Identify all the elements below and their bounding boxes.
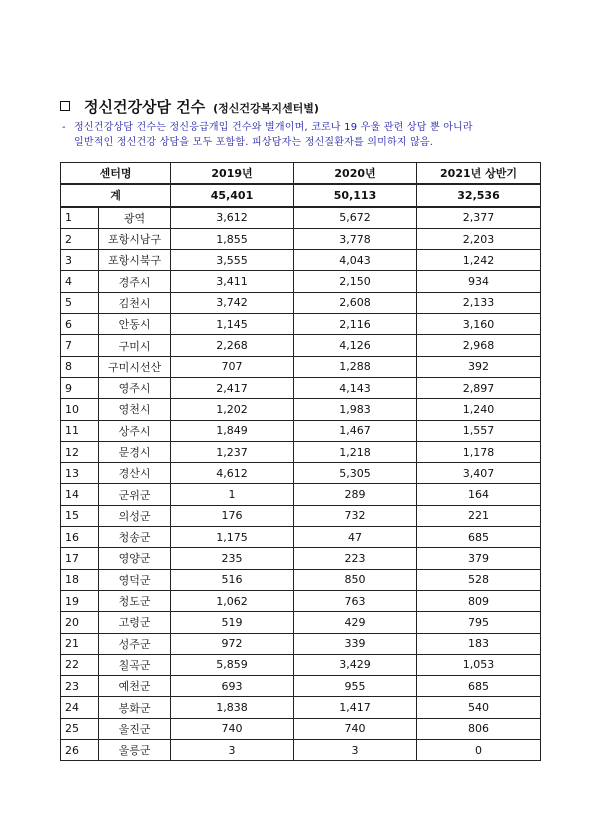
center-name: 포항시북구 — [99, 250, 171, 271]
counseling-table — [60, 162, 541, 761]
value-2019: 3,411 — [171, 271, 294, 292]
total-2020: 50,113 — [294, 184, 417, 206]
row-number: 24 — [61, 697, 99, 718]
value-2020: 2,116 — [294, 314, 417, 335]
value-2021-h1: 809 — [417, 590, 541, 611]
value-2020: 1,983 — [294, 399, 417, 420]
value-2021-h1: 1,240 — [417, 399, 541, 420]
center-name: 봉화군 — [99, 697, 171, 718]
value-2019: 1 — [171, 484, 294, 505]
value-2021-h1: 164 — [417, 484, 541, 505]
table-row — [61, 569, 541, 590]
value-2021-h1: 540 — [417, 697, 541, 718]
row-number: 7 — [61, 335, 99, 356]
row-number: 22 — [61, 654, 99, 675]
value-2021-h1: 685 — [417, 676, 541, 697]
value-2019: 972 — [171, 633, 294, 654]
header-2020: 2020년 — [294, 163, 417, 185]
value-2021-h1: 3,407 — [417, 463, 541, 484]
value-2021-h1: 2,377 — [417, 207, 541, 229]
value-2021-h1: 1,053 — [417, 654, 541, 675]
row-number: 17 — [61, 548, 99, 569]
center-name: 군위군 — [99, 484, 171, 505]
value-2019: 235 — [171, 548, 294, 569]
value-2019: 1,855 — [171, 228, 294, 249]
table-header-row — [61, 163, 541, 185]
value-2019: 1,202 — [171, 399, 294, 420]
table-row — [61, 463, 541, 484]
value-2019: 519 — [171, 612, 294, 633]
table-row — [61, 633, 541, 654]
value-2019: 740 — [171, 718, 294, 739]
value-2019: 5,859 — [171, 654, 294, 675]
value-2020: 955 — [294, 676, 417, 697]
value-2021-h1: 795 — [417, 612, 541, 633]
row-number: 11 — [61, 420, 99, 441]
value-2021-h1: 221 — [417, 505, 541, 526]
value-2020: 850 — [294, 569, 417, 590]
table-row — [61, 441, 541, 462]
table-row — [61, 250, 541, 271]
value-2020: 1,288 — [294, 356, 417, 377]
value-2021-h1: 1,178 — [417, 441, 541, 462]
table-row — [61, 292, 541, 313]
center-name: 영천시 — [99, 399, 171, 420]
value-2020: 223 — [294, 548, 417, 569]
value-2020: 740 — [294, 718, 417, 739]
value-2020: 1,467 — [294, 420, 417, 441]
table-row — [61, 612, 541, 633]
note-line-2: 일반적인 정신건강 상담을 모두 포함함. 피상담자는 정신질환자를 의미하지 않음. — [74, 137, 434, 148]
value-2021-h1: 528 — [417, 569, 541, 590]
value-2020: 1,218 — [294, 441, 417, 462]
center-name: 경주시 — [99, 271, 171, 292]
center-name: 문경시 — [99, 441, 171, 462]
center-name: 광역 — [99, 207, 171, 229]
header-center-name: 센터명 — [61, 163, 171, 185]
row-number: 8 — [61, 356, 99, 377]
total-row — [61, 184, 541, 206]
value-2020: 5,305 — [294, 463, 417, 484]
value-2020: 3,429 — [294, 654, 417, 675]
value-2019: 1,175 — [171, 527, 294, 548]
value-2019: 2,268 — [171, 335, 294, 356]
table-row — [61, 505, 541, 526]
value-2019: 2,417 — [171, 377, 294, 398]
center-name: 경산시 — [99, 463, 171, 484]
value-2020: 2,150 — [294, 271, 417, 292]
value-2019: 1,838 — [171, 697, 294, 718]
value-2020: 732 — [294, 505, 417, 526]
table-row — [61, 314, 541, 335]
center-name: 김천시 — [99, 292, 171, 313]
value-2021-h1: 392 — [417, 356, 541, 377]
value-2020: 2,608 — [294, 292, 417, 313]
center-name: 영덕군 — [99, 569, 171, 590]
value-2021-h1: 3,160 — [417, 314, 541, 335]
header-2021-h1: 2021년 상반기 — [417, 163, 541, 185]
row-number: 21 — [61, 633, 99, 654]
value-2019: 1,849 — [171, 420, 294, 441]
value-2019: 3 — [171, 740, 294, 761]
row-number: 9 — [61, 377, 99, 398]
value-2021-h1: 1,557 — [417, 420, 541, 441]
row-number: 16 — [61, 527, 99, 548]
table-row — [61, 548, 541, 569]
center-name: 성주군 — [99, 633, 171, 654]
value-2020: 4,143 — [294, 377, 417, 398]
value-2019: 1,062 — [171, 590, 294, 611]
table-row — [61, 590, 541, 611]
value-2020: 4,126 — [294, 335, 417, 356]
value-2019: 3,555 — [171, 250, 294, 271]
section-title — [60, 96, 319, 117]
center-name: 의성군 — [99, 505, 171, 526]
value-2021-h1: 2,897 — [417, 377, 541, 398]
table-row — [61, 697, 541, 718]
table-row — [61, 335, 541, 356]
square-bullet-icon — [60, 101, 70, 111]
center-name: 울진군 — [99, 718, 171, 739]
table-row — [61, 654, 541, 675]
row-number: 10 — [61, 399, 99, 420]
value-2020: 3,778 — [294, 228, 417, 249]
value-2020: 3 — [294, 740, 417, 761]
row-number: 23 — [61, 676, 99, 697]
row-number: 6 — [61, 314, 99, 335]
value-2019: 1,237 — [171, 441, 294, 462]
value-2021-h1: 183 — [417, 633, 541, 654]
center-name: 구미시선산 — [99, 356, 171, 377]
value-2019: 707 — [171, 356, 294, 377]
row-number: 1 — [61, 207, 99, 229]
row-number: 12 — [61, 441, 99, 462]
value-2020: 763 — [294, 590, 417, 611]
value-2020: 4,043 — [294, 250, 417, 271]
row-number: 13 — [61, 463, 99, 484]
table-row — [61, 484, 541, 505]
center-name: 상주시 — [99, 420, 171, 441]
table-row — [61, 356, 541, 377]
value-2021-h1: 1,242 — [417, 250, 541, 271]
note-line-1: 정신건강상담 건수는 정신응급개입 건수와 별개이며, 코로나 19 우울 관련 상담 뿐 아니라 — [74, 122, 473, 133]
value-2019: 176 — [171, 505, 294, 526]
row-number: 19 — [61, 590, 99, 611]
row-number: 3 — [61, 250, 99, 271]
value-2019: 1,145 — [171, 314, 294, 335]
center-name: 포항시남구 — [99, 228, 171, 249]
row-number: 26 — [61, 740, 99, 761]
value-2021-h1: 379 — [417, 548, 541, 569]
explanatory-note — [62, 120, 542, 150]
total-2019: 45,401 — [171, 184, 294, 206]
row-number: 4 — [61, 271, 99, 292]
center-name: 구미시 — [99, 335, 171, 356]
value-2021-h1: 685 — [417, 527, 541, 548]
table-row — [61, 718, 541, 739]
value-2019: 516 — [171, 569, 294, 590]
table-row — [61, 527, 541, 548]
total-2021-h1: 32,536 — [417, 184, 541, 206]
table-row — [61, 676, 541, 697]
row-number: 20 — [61, 612, 99, 633]
value-2021-h1: 2,203 — [417, 228, 541, 249]
center-name: 울릉군 — [99, 740, 171, 761]
row-number: 18 — [61, 569, 99, 590]
value-2021-h1: 0 — [417, 740, 541, 761]
table-row — [61, 377, 541, 398]
section-title-sub: (정신건강복지센터별) — [213, 102, 319, 115]
center-name: 청도군 — [99, 590, 171, 611]
center-name: 예천군 — [99, 676, 171, 697]
header-2019: 2019년 — [171, 163, 294, 185]
value-2021-h1: 806 — [417, 718, 541, 739]
table-row — [61, 740, 541, 761]
value-2021-h1: 2,133 — [417, 292, 541, 313]
row-number: 15 — [61, 505, 99, 526]
value-2021-h1: 934 — [417, 271, 541, 292]
value-2019: 693 — [171, 676, 294, 697]
section-title-main: 정신건강상담 건수 — [84, 98, 206, 116]
table-row — [61, 271, 541, 292]
total-label: 계 — [61, 184, 171, 206]
table-row — [61, 399, 541, 420]
center-name: 고령군 — [99, 612, 171, 633]
value-2019: 3,742 — [171, 292, 294, 313]
center-name: 안동시 — [99, 314, 171, 335]
value-2020: 1,417 — [294, 697, 417, 718]
row-number: 2 — [61, 228, 99, 249]
value-2019: 4,612 — [171, 463, 294, 484]
row-number: 14 — [61, 484, 99, 505]
note-dash: - — [62, 122, 66, 133]
table-row — [61, 228, 541, 249]
table-row — [61, 420, 541, 441]
center-name: 영양군 — [99, 548, 171, 569]
value-2019: 3,612 — [171, 207, 294, 229]
center-name: 청송군 — [99, 527, 171, 548]
value-2020: 289 — [294, 484, 417, 505]
value-2020: 5,672 — [294, 207, 417, 229]
table-row — [61, 207, 541, 229]
center-name: 칠곡군 — [99, 654, 171, 675]
row-number: 25 — [61, 718, 99, 739]
center-name: 영주시 — [99, 377, 171, 398]
row-number: 5 — [61, 292, 99, 313]
value-2020: 339 — [294, 633, 417, 654]
value-2021-h1: 2,968 — [417, 335, 541, 356]
value-2020: 429 — [294, 612, 417, 633]
value-2020: 47 — [294, 527, 417, 548]
